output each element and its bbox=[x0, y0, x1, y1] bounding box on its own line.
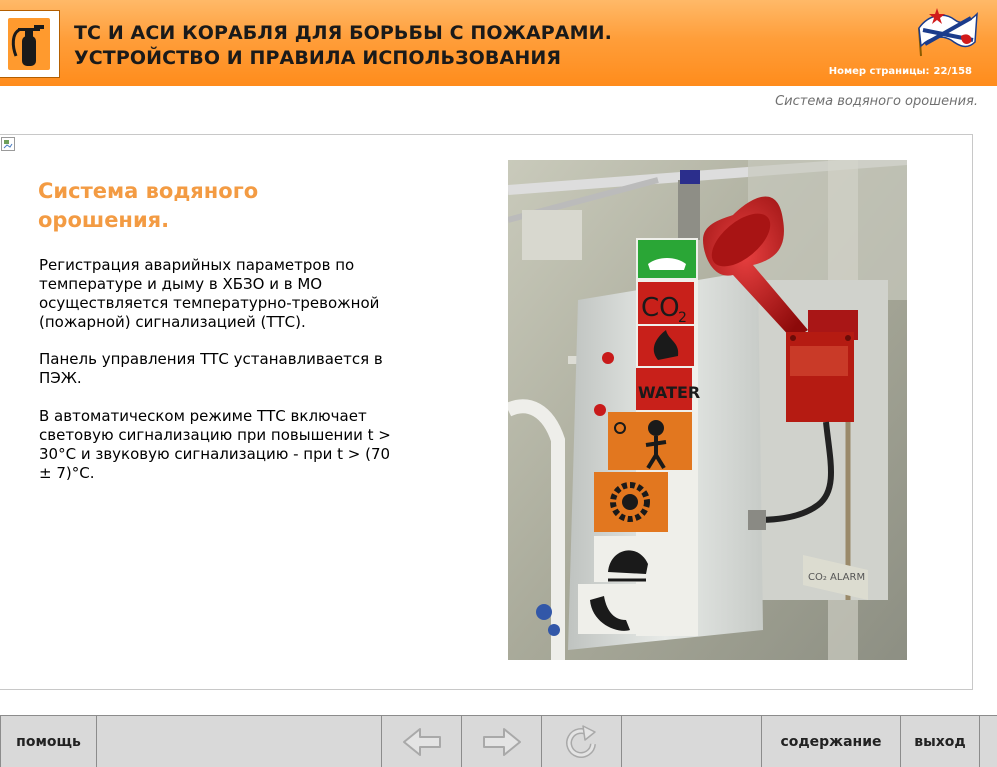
co2-sign-label: CO bbox=[641, 293, 680, 323]
paragraph-control-panel: Панель управления ТТС устанавливается в ПЭЖ. bbox=[39, 350, 383, 387]
bottom-toolbar bbox=[0, 715, 997, 767]
toolbar-spacer bbox=[97, 716, 382, 767]
title-line-1: ТС И АСИ КОРАБЛЯ ДЛЯ БОРЬБЫ С ПОЖАРАМИ. bbox=[74, 22, 612, 44]
water-sign-label: WATER bbox=[638, 383, 701, 402]
previous-page-button[interactable] bbox=[382, 716, 462, 767]
arrow-right-icon bbox=[480, 725, 524, 759]
paragraph-registration: Регистрация аварийных параметров по температуре и дыму в ХБЗО и в МО осуществляется температурно-тревожной (пожарной) сигнализацией (ТТС). bbox=[39, 256, 380, 331]
reload-button[interactable] bbox=[542, 716, 622, 767]
fire-extinguisher-logo bbox=[0, 10, 60, 78]
page-number-label: Номер страницы: bbox=[828, 66, 930, 77]
section-subtitle: Система водяного орошения. bbox=[775, 94, 978, 109]
page-number-value: 22/158 bbox=[933, 66, 972, 77]
help-button[interactable]: помощь bbox=[0, 716, 97, 767]
co2-alarm-plate-label: CO₂ ALARM bbox=[808, 572, 866, 583]
reload-icon bbox=[565, 724, 599, 760]
naval-flag-icon bbox=[915, 6, 981, 60]
alarm-panel-photo bbox=[508, 160, 907, 660]
fire-extinguisher-icon bbox=[6, 16, 52, 72]
broken-image-icon bbox=[1, 137, 15, 151]
title-line-2: УСТРОЙСТВО И ПРАВИЛА ИСПОЛЬЗОВАНИЯ bbox=[74, 47, 562, 69]
exit-button[interactable]: выход bbox=[901, 716, 980, 767]
contents-button[interactable]: содержание bbox=[762, 716, 901, 767]
co2-sign-subscript: 2 bbox=[678, 310, 687, 326]
page-title bbox=[74, 21, 612, 71]
paragraph-automatic-mode: В автоматическом режиме ТТС включает световую сигнализацию при повышении t > 30°C и звуковую сигнализацию - при t > (70 ± 7)°C. bbox=[39, 407, 391, 482]
page-number bbox=[825, 66, 972, 77]
next-page-button[interactable] bbox=[462, 716, 542, 767]
arrow-left-icon bbox=[400, 725, 444, 759]
header-bar bbox=[0, 0, 997, 86]
content-frame bbox=[0, 134, 973, 690]
section-title: Система водяного орошения. bbox=[38, 179, 259, 232]
toolbar-spacer bbox=[622, 716, 762, 767]
